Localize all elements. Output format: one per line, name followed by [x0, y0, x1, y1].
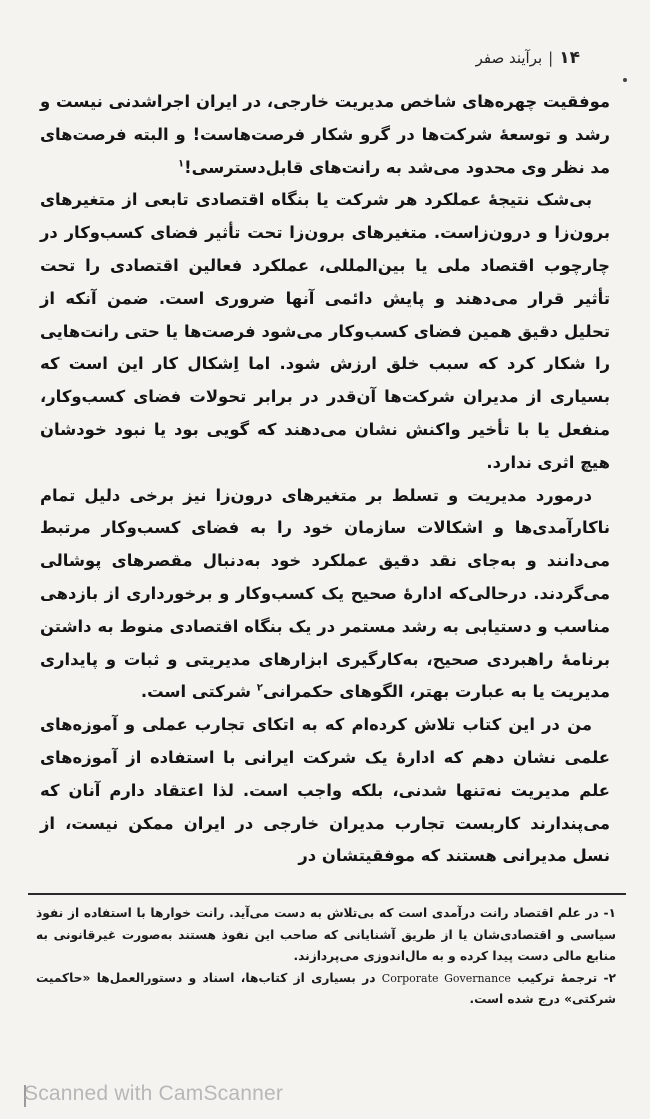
paragraph-text: موفقیت چهره‌های شاخص مدیریت خارجی، در ایران اجراشدنی نیست و رشد و توسعهٔ شرکت‌ها در گرو شکار فرصت‌هاست! و البته فرصت‌های مد نظر وی محدود می‌شد به رانت‌های قابل‌دسترسی!	[40, 92, 610, 177]
header-separator: |	[548, 49, 554, 67]
footnotes	[36, 903, 616, 1011]
scan-speck	[623, 78, 627, 82]
footnote-text-tail: در بسیاری از کتاب‌ها، اسناد و دستورالعمل‌ها «حاکمیت شرکتی» درج شده است.	[36, 970, 616, 1006]
scanner-watermark: Scanned with CamScanner	[24, 1082, 284, 1105]
footnote-2	[36, 968, 616, 1011]
page-number: ۱۴	[559, 48, 580, 68]
paragraph-text: درمورد مدیریت و تسلط بر متغیرهای درون‌زا نیز برخی دلیل تمام ناکارآمدی‌ها و اشکالات سازمان خود را به فضای کسب‌وکار مرتبط می‌دانند و به‌جای نقد دقیق عملکرد خود به‌دنبال مقصرهای پوشالی می‌گردند. درحالی‌که ادارهٔ صحیح یک کسب‌وکار و برخورداری از بازدهی مناسب و دستیابی به رشد مستمر در یک بنگاه اقتصادی منوط به داشتن برنامهٔ راهبردی صحیح، به‌کارگیری ابزارهای مدیریتی و ثبات و پایداری مدیریت یا به عبارت بهتر، الگوهای حکمرانی	[40, 485, 610, 702]
body-text	[40, 86, 610, 873]
running-title: برآیند صفر	[475, 49, 543, 67]
paragraph-2	[40, 184, 610, 479]
paragraph-text: من در این کتاب تلاش کرده‌ام که به اتکای تجارب عملی و آموزه‌های علمی نشان دهم که ادارهٔ یک شرکت ایرانی با استفاده از آموزه‌های علم مدیریت نه‌تنها شدنی، بلکه واجب است. لذا اعتقاد دارم آنان که می‌پندارند کاربست تجارب مدیران خارجی در ایران ممکن نیست، از نسل مدیرانی هستند که موفقیتشان در	[40, 715, 610, 866]
footnote-ref-1: ۱	[177, 158, 185, 170]
page-header	[476, 48, 580, 68]
footnote-divider	[28, 893, 626, 895]
footnote-text: ۲- ترجمهٔ ترکیب	[510, 970, 616, 985]
paragraph-1	[40, 86, 610, 184]
footnote-text: ۱- در علم اقتصاد رانت درآمدی است که بی‌تلاش به دست می‌آید. رانت خوارها با استفاده از نفوذ سیاسی و اقتصادی‌شان یا از طریق آشنایانی که صاحب این نفوذ هستند به‌صورت غیرقانونی به منابع مالی دست پیدا کرده و به مال‌اندوزی می‌پردازند.	[36, 906, 616, 963]
footnote-ref-2: ۲	[256, 682, 263, 694]
footnote-latin-term: Corporate Governance	[381, 971, 511, 985]
footnote-1	[36, 903, 616, 968]
paragraph-text: بی‌شک نتیجهٔ عملکرد هر شرکت یا بنگاه اقتصادی تابعی از متغیرهای برون‌زا و درون‌زاست. متغیرهای برون‌زا تحت تأثیر فضای کسب‌وکار در چارچوب اقتصاد ملی یا بین‌المللی، عملکرد فعالین اقتصادی را تحت تأثیر قرار می‌دهند و پایش دائمی آنها ضروری است. ضمن آنکه از تحلیل دقیق همین فضای کسب‌وکار می‌شود فرصت‌ها یا حتی رانت‌هایی را شکار کرد که سبب خلق ارزش شود. اما اِشکال کار این است که بسیاری از مدیران شرکت‌ها آن‌قدر در برابر تحولات فضای کسب‌وکار، منفعل یا با تأخیر واکنش نشان می‌دهند که گویی بود یا نبود خودشان هیچ اثری ندارد.	[40, 190, 610, 472]
paragraph-text-tail: شرکتی است.	[140, 682, 257, 702]
paragraph-3	[40, 480, 610, 710]
paragraph-4	[40, 709, 610, 873]
